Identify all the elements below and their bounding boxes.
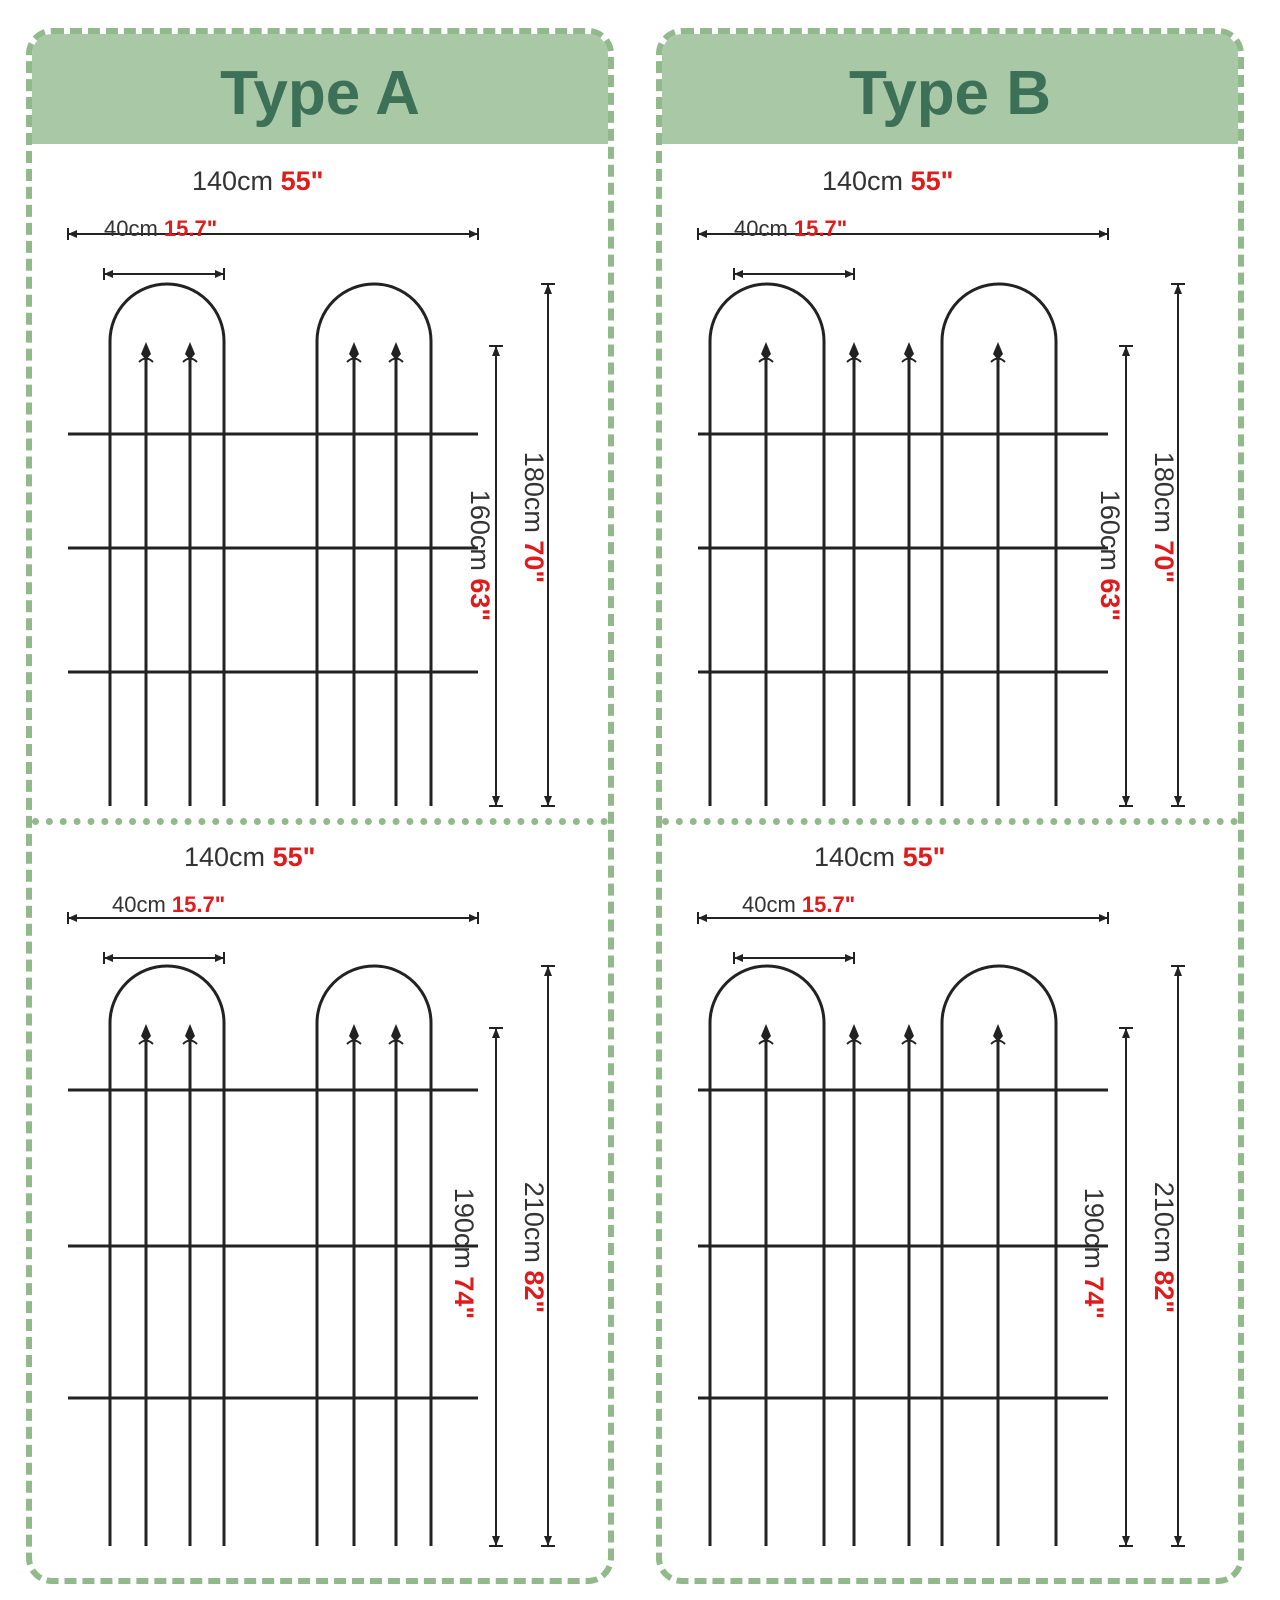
- spacing-dimension-line-head: [104, 270, 113, 278]
- height-above-cm: 190cm: [1079, 1187, 1110, 1269]
- spacing-dimension-line-head: [734, 954, 743, 962]
- type-b-title: Type B: [662, 34, 1238, 144]
- spacing-dimension-line-head: [215, 270, 224, 278]
- finial-icon: [349, 342, 359, 360]
- height-total-dimension-line-head: [1174, 966, 1182, 976]
- height-above-cm: 190cm: [449, 1187, 480, 1269]
- width-label: [822, 166, 953, 197]
- width-in: 55": [280, 166, 324, 196]
- width-dimension-line-head: [1099, 230, 1108, 238]
- finial-icon: [849, 342, 859, 360]
- finial-icon: [904, 1024, 914, 1042]
- height-above-cm: 160cm: [1095, 489, 1126, 571]
- finial-icon: [141, 1024, 151, 1042]
- height-above-label: [1094, 490, 1125, 621]
- type-a-short-panel: [32, 144, 608, 820]
- spacing-label: [112, 892, 225, 918]
- width-cm: 140cm: [814, 842, 896, 872]
- height-above-dimension-line-head: [1122, 1536, 1130, 1546]
- height-above-dimension-line-head: [1122, 1028, 1130, 1038]
- width-dimension-line-head: [698, 914, 707, 922]
- width-in: 55": [272, 842, 316, 872]
- arch-post: [110, 966, 224, 1546]
- variant-divider: [32, 818, 608, 825]
- width-cm: 140cm: [822, 166, 904, 196]
- width-label: [192, 166, 323, 197]
- width-dimension-line-head: [469, 914, 478, 922]
- finial-icon: [904, 342, 914, 360]
- spacing-cm: 40cm: [742, 892, 796, 917]
- height-above-label: [448, 1188, 479, 1319]
- spacing-dimension-line-head: [845, 270, 854, 278]
- height-above-dimension-line-head: [492, 1028, 500, 1038]
- spacing-in: 15.7": [801, 892, 856, 917]
- type-a-column: [26, 28, 614, 1584]
- finial-icon: [849, 1024, 859, 1042]
- finial-icon: [185, 342, 195, 360]
- arch-post: [317, 284, 431, 806]
- height-above-dimension-line-head: [1122, 796, 1130, 806]
- arch-post: [317, 966, 431, 1546]
- height-total-cm: 180cm: [519, 451, 550, 533]
- height-total-cm: 210cm: [519, 1181, 550, 1263]
- finial-icon: [391, 342, 401, 360]
- height-above-dimension-line-head: [492, 796, 500, 806]
- spacing-dimension-line-head: [734, 270, 743, 278]
- height-above-dimension-line-head: [1122, 346, 1130, 356]
- height-above-in: 74": [1079, 1276, 1110, 1320]
- finial-icon: [993, 342, 1003, 360]
- width-label: [814, 842, 945, 873]
- width-dimension-line-head: [68, 914, 77, 922]
- width-in: 55": [902, 842, 946, 872]
- width-dimension-line-head: [469, 230, 478, 238]
- height-above-in: 74": [449, 1276, 480, 1320]
- height-total-label: [518, 452, 549, 583]
- height-above-label: [464, 490, 495, 621]
- type-b-column: [656, 28, 1244, 1584]
- height-total-dimension-line-head: [544, 796, 552, 806]
- height-total-dimension-line-head: [1174, 284, 1182, 294]
- height-above-dimension-line-head: [492, 346, 500, 356]
- finial-icon: [141, 342, 151, 360]
- height-total-dimension-line-head: [1174, 796, 1182, 806]
- spacing-label: [742, 892, 855, 918]
- height-above-in: 63": [465, 578, 496, 622]
- width-label: [184, 842, 315, 873]
- height-total-in: 82": [1149, 1270, 1180, 1314]
- spacing-cm: 40cm: [112, 892, 166, 917]
- height-total-in: 82": [519, 1270, 550, 1314]
- height-above-in: 63": [1095, 578, 1126, 622]
- spacing-label: [104, 216, 217, 242]
- arch-post: [110, 284, 224, 806]
- type-a-tall-panel: [32, 828, 608, 1584]
- finial-icon: [349, 1024, 359, 1042]
- finial-icon: [993, 1024, 1003, 1042]
- spacing-dimension-line-head: [215, 954, 224, 962]
- height-total-cm: 180cm: [1149, 451, 1180, 533]
- spacing-in: 15.7": [163, 216, 218, 241]
- height-above-cm: 160cm: [465, 489, 496, 571]
- width-cm: 140cm: [192, 166, 274, 196]
- height-total-dimension-line-head: [544, 1536, 552, 1546]
- spacing-in: 15.7": [171, 892, 226, 917]
- type-a-title: Type A: [32, 34, 608, 144]
- spacing-dimension-line-head: [104, 954, 113, 962]
- width-in: 55": [910, 166, 954, 196]
- height-total-label: [1148, 1182, 1179, 1313]
- height-total-in: 70": [519, 540, 550, 584]
- finial-icon: [761, 342, 771, 360]
- height-total-cm: 210cm: [1149, 1181, 1180, 1263]
- spacing-in: 15.7": [793, 216, 848, 241]
- spacing-cm: 40cm: [104, 216, 158, 241]
- type-b-tall-panel: [662, 828, 1238, 1584]
- type-b-short-panel: [662, 144, 1238, 820]
- width-dimension-line-head: [698, 230, 707, 238]
- width-cm: 140cm: [184, 842, 266, 872]
- height-total-dimension-line-head: [1174, 1536, 1182, 1546]
- height-total-in: 70": [1149, 540, 1180, 584]
- finial-icon: [391, 1024, 401, 1042]
- width-dimension-line-head: [1099, 914, 1108, 922]
- height-above-dimension-line-head: [492, 1536, 500, 1546]
- variant-divider: [662, 818, 1238, 825]
- height-total-dimension-line-head: [544, 284, 552, 294]
- spacing-cm: 40cm: [734, 216, 788, 241]
- spacing-label: [734, 216, 847, 242]
- height-total-dimension-line-head: [544, 966, 552, 976]
- finial-icon: [761, 1024, 771, 1042]
- height-total-label: [518, 1182, 549, 1313]
- finial-icon: [185, 1024, 195, 1042]
- height-above-label: [1078, 1188, 1109, 1319]
- spacing-dimension-line-head: [845, 954, 854, 962]
- width-dimension-line-head: [68, 230, 77, 238]
- height-total-label: [1148, 452, 1179, 583]
